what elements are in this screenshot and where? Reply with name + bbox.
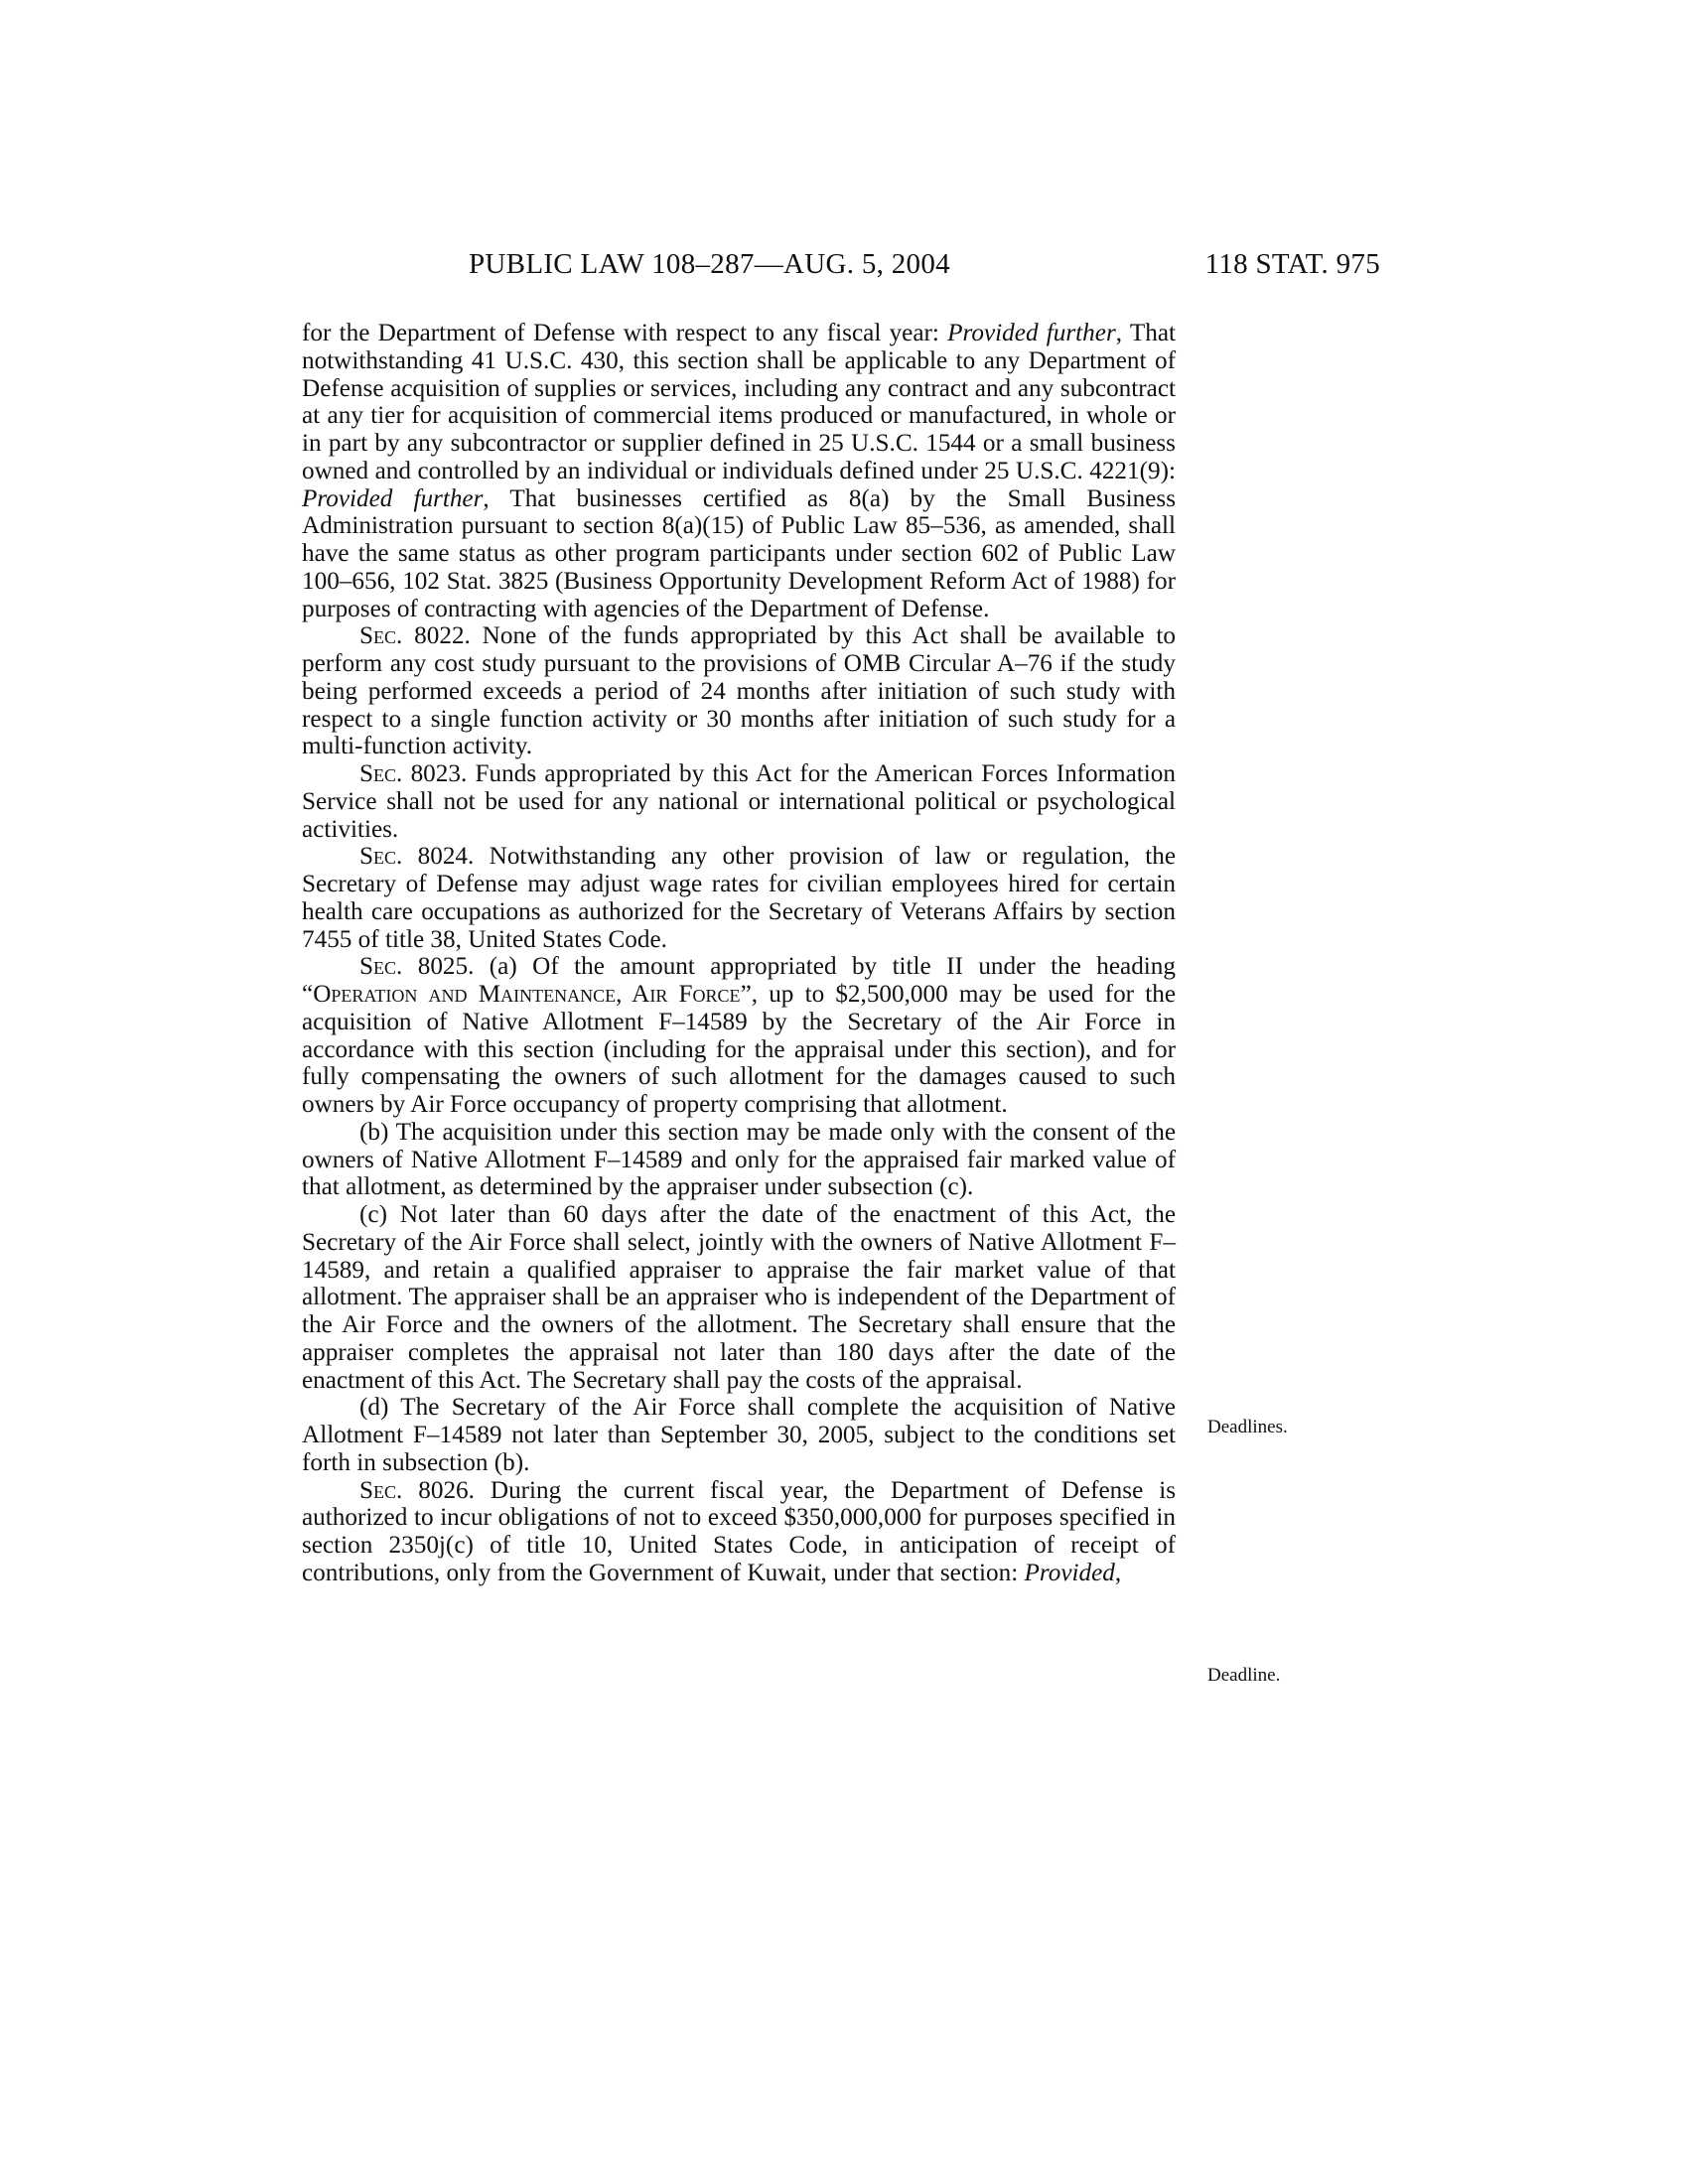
paragraph-text: (b) The acquisition under this section may be made only with the consent of the owners of Native Allotment F–14589 and only for the appraised fair marked value of that allotment, as determined by the appraiser under subsection (c).	[302, 1118, 1176, 1201]
paragraph-text: , That notwithstanding 41 U.S.C. 430, this section shall be applicable to any Department of Defense acquisition of supplies or services, including any contract and any subcontract at any tier for acquisition of commercial items produced or manufactured, in whole or in part by any subcontractor or supplier defined in 25 U.S.C. 1544 or a small business owned and controlled by an individual or individuals defined under 25 U.S.C. 4221(9):	[302, 320, 1177, 484]
section-paragraph	[302, 1477, 1176, 1587]
statute-page-number: 118 STAT. 975	[1204, 248, 1380, 280]
small-caps-text: Sec	[359, 843, 397, 871]
small-caps-text: Sec	[359, 1476, 397, 1504]
italic-text: Provided further	[302, 484, 484, 512]
margin-note-deadline: Deadline.	[1207, 1665, 1281, 1686]
italic-text: Provided further	[947, 320, 1116, 346]
section-paragraph	[302, 760, 1176, 843]
small-caps-text: Sec	[359, 760, 397, 787]
paragraph-text: (c) Not later than 60 days after the date of the enactment of this Act, the Secretary of the Air Force shall select, jointly with the owners of Native Allotment F–14589, and retain a qualified appraiser to appraise the fair market value of that allotment. The appraiser shall be an appraiser who is independent of the Department of the Air Force and the owners of the allotment. The Secretary shall ensure that the appraiser completes the appraisal not later than 180 days after the date of the enactment of this Act. The Secretary shall pay the costs of the appraisal.	[302, 1201, 1176, 1394]
paragraph-text: . 8024. Notwithstanding any other provision of law or regulation, the Secretary of Defense may adjust wage rates for civilian employees hired for certain health care occupations as authorized for the Secretary of Veterans Affairs by section 7455 of title 38, United States Code.	[302, 843, 1176, 953]
statute-body	[302, 320, 1176, 1587]
paragraph-text: . 8023. Funds appropriated by this Act for the American Forces Information Service shall not be used for any national or international political or psychological activities.	[302, 760, 1176, 843]
running-head-title: PUBLIC LAW 108–287—AUG. 5, 2004	[469, 248, 950, 280]
section-paragraph	[302, 1394, 1176, 1476]
section-paragraph	[302, 622, 1176, 760]
paragraph-text: . 8025. (a) Of the amount appropriated by title II under the heading “	[302, 953, 1176, 1008]
page-header	[298, 248, 1380, 288]
paragraph-text: (d) The Secretary of the Air Force shall complete the acquisition of Native Allotment F–14589 not later than September 30, 2005, subject to the conditions set forth in subsection (b).	[302, 1394, 1176, 1476]
paragraph-text: . 8022. None of the funds appropriated by this Act shall be available to perform any cost study pursuant to the provisions of OMB Circular A–76 if the study being performed exceeds a period of 24 months after initiation of such study with respect to a single function activity or 30 months after initiation of such study for a multi-function activity.	[302, 622, 1176, 760]
paragraph-text: ”, up to $2,500,000 may be used for the acquisition of Native Allotment F–14589 by the Secretary of the Air Force in accordance with this section (including for the appraisal under this section), and for fully compensating the owners of such allotment for the damages caused to such owners by Air Force occupancy of property comprising that allotment.	[302, 981, 1176, 1118]
section-paragraph	[302, 953, 1176, 1119]
section-paragraph	[302, 1119, 1176, 1201]
paragraph-text: . 8026. During the current fiscal year, the Department of Defense is authorized to incur obligations of not to exceed $350,000,000 for purposes specified in section 2350j(c) of title 10, United States Code, in anticipation of receipt of contributions, only from the Government of Kuwait, under that section:	[302, 1476, 1176, 1586]
paragraph-text: for the Department of Defense with respect to any fiscal year:	[302, 320, 948, 346]
paragraph-continuation	[302, 320, 1176, 622]
margin-note-deadlines: Deadlines.	[1207, 1417, 1288, 1437]
section-paragraph	[302, 843, 1176, 953]
paragraph-text: , That businesses certified as 8(a) by the Small Business Administration pursuant to section 8(a)(15) of Public Law 85–536, as amended, shall have the same status as other program participants under section 602 of Public Law 100–656, 102 Stat. 3825 (Business Opportunity Development Reform Act of 1988) for purposes of contracting with agencies of the Department of Defense.	[302, 484, 1176, 622]
italic-text: Provided	[1024, 1559, 1115, 1586]
small-caps-text: Sec	[359, 622, 397, 650]
section-paragraph	[302, 1201, 1176, 1394]
paragraph-text: ,	[1114, 1559, 1122, 1586]
small-caps-text: Operation and Maintenance, Air Force	[313, 981, 741, 1008]
small-caps-text: Sec	[359, 953, 397, 981]
